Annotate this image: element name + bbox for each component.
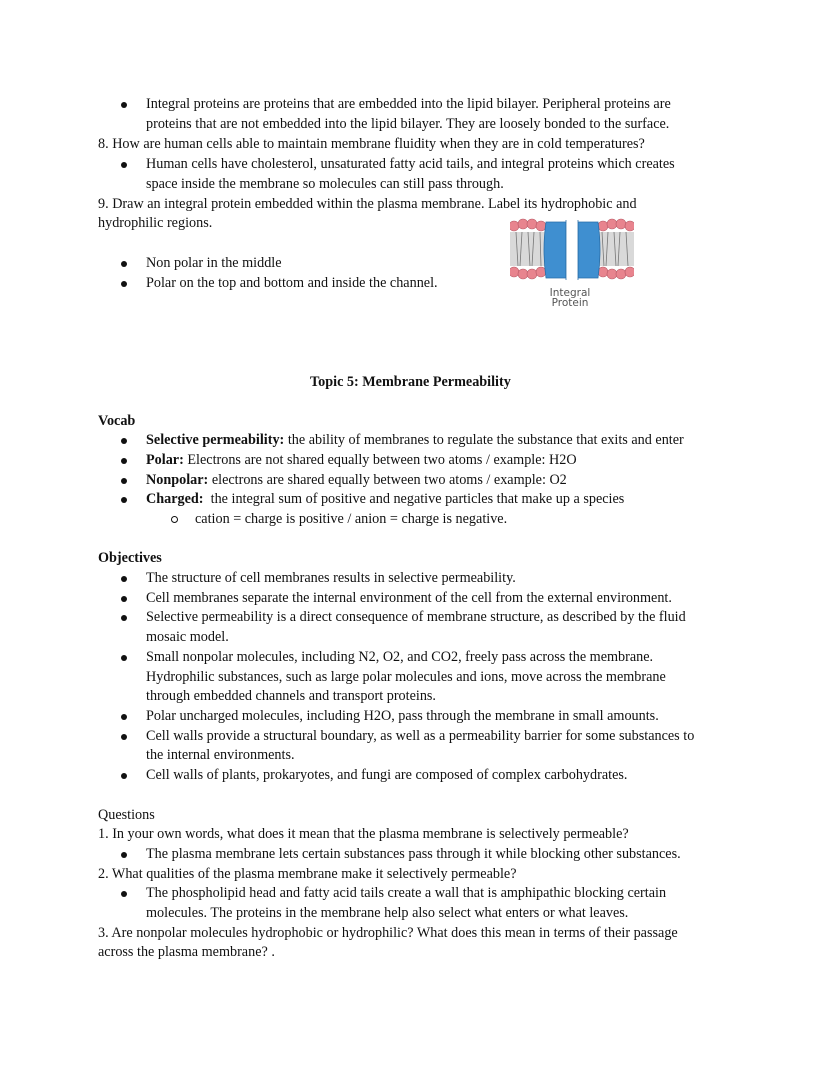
answer-text: space inside the membrane so molecules can still pass through.	[146, 176, 504, 192]
answer-text: Non polar in the middle	[146, 255, 282, 271]
integral-protein-diagram	[510, 218, 634, 280]
objective-text: Cell walls of plants, prokaryotes, and fungi are composed of complex carbohydrates.	[146, 767, 628, 783]
vocab-term: Nonpolar:	[146, 472, 209, 488]
objective-text: mosaic model.	[146, 629, 229, 645]
bullet-dot	[121, 596, 127, 602]
bullet-dot	[121, 852, 127, 858]
bullet-dot	[121, 162, 127, 168]
diagram-label: Integral	[549, 287, 591, 299]
objective-text: the internal environments.	[146, 747, 295, 763]
bullet-dot	[121, 102, 127, 108]
bullet-dot	[121, 714, 127, 720]
vocab-term: Polar:	[146, 452, 184, 468]
vocab-item	[146, 490, 624, 510]
answer-text: Polar on the top and bottom and inside the channel.	[146, 275, 438, 291]
objective-text: through embedded channels and transport proteins.	[146, 688, 436, 704]
answer-text: The plasma membrane lets certain substances pass through it while blocking other substances.	[146, 846, 681, 862]
question-text: 2. What qualities of the plasma membrane make it selectively permeable?	[98, 866, 517, 882]
bullet-dot	[121, 458, 127, 464]
bullet-dot	[121, 478, 127, 484]
question-text: 9. Draw an integral protein embedded within the plasma membrane. Label its hydrophobic and	[98, 196, 637, 212]
vocab-definition: Electrons are not shared equally between two atoms / example: H2O	[183, 452, 577, 468]
bullet-dot	[121, 576, 127, 582]
membrane-illustration	[510, 218, 634, 280]
objective-text: Hydrophilic substances, such as large polar molecules and ions, move across the membrane	[146, 669, 666, 685]
answer-text: molecules. The proteins in the membrane help also select what enters or what leaves.	[146, 905, 629, 921]
bullet-dot	[121, 891, 127, 897]
vocab-definition: electrons are shared equally between two atoms / example: O2	[208, 472, 567, 488]
vocab-item	[146, 451, 577, 471]
objective-text: Small nonpolar molecules, including N2, O2, and CO2, freely pass across the membrane.	[146, 649, 654, 665]
vocab-heading: Vocab	[98, 413, 136, 429]
vocab-term: Charged:	[146, 491, 204, 507]
answer-text: proteins that are not embedded into the lipid bilayer. They are loosely bonded to the surface.	[146, 116, 670, 132]
answer-text: The phospholipid head and fatty acid tails create a wall that is amphipathic blocking certain	[146, 885, 667, 901]
vocab-item	[146, 471, 567, 491]
bullet-dot	[121, 734, 127, 740]
topic-title: Topic 5: Membrane Permeability	[310, 374, 511, 390]
question-text: hydrophilic regions.	[98, 215, 213, 231]
question-text: 3. Are nonpolar molecules hydrophobic or hydrophilic? What does this mean in terms of their passage	[98, 925, 678, 941]
objective-text: Polar uncharged molecules, including H2O, pass through the membrane in small amounts.	[146, 708, 659, 724]
vocab-term: Selective permeability:	[146, 432, 285, 448]
vocab-subitem: cation = charge is positive / anion = charge is negative.	[195, 511, 508, 527]
bullet-dot	[121, 773, 127, 779]
objective-text: Selective permeability is a direct consequence of membrane structure, as described by the fluid	[146, 609, 686, 625]
objective-text: The structure of cell membranes results in selective permeability.	[146, 570, 516, 586]
question-text: 1. In your own words, what does it mean that the plasma membrane is selectively permeable?	[98, 826, 629, 842]
bullet-dot	[121, 615, 127, 621]
bullet-dot	[121, 261, 127, 267]
bullet-dot	[121, 497, 127, 503]
vocab-definition: the integral sum of positive and negative particles that make up a species	[203, 491, 625, 507]
question-text: 8. How are human cells able to maintain membrane fluidity when they are in cold temperatures?	[98, 136, 645, 152]
answer-text: Human cells have cholesterol, unsaturated fatty acid tails, and integral proteins which creates	[146, 156, 675, 172]
objective-text: Cell walls provide a structural boundary, as well as a permeability barrier for some substances to	[146, 728, 695, 744]
sub-bullet-circle	[171, 516, 178, 523]
objective-text: Cell membranes separate the internal environment of the cell from the external environment.	[146, 590, 672, 606]
objectives-heading: Objectives	[98, 550, 162, 566]
bullet-dot	[121, 281, 127, 287]
vocab-definition: the ability of membranes to regulate the substance that exits and enter	[284, 432, 684, 448]
bullet-dot	[121, 438, 127, 444]
vocab-item	[146, 431, 684, 451]
bullet-dot	[121, 655, 127, 661]
questions-heading: Questions	[98, 807, 155, 823]
question-text: across the plasma membrane? .	[98, 944, 275, 960]
diagram-label: Protein	[551, 297, 589, 309]
answer-text: Integral proteins are proteins that are embedded into the lipid bilayer. Peripheral proteins are	[146, 96, 671, 112]
